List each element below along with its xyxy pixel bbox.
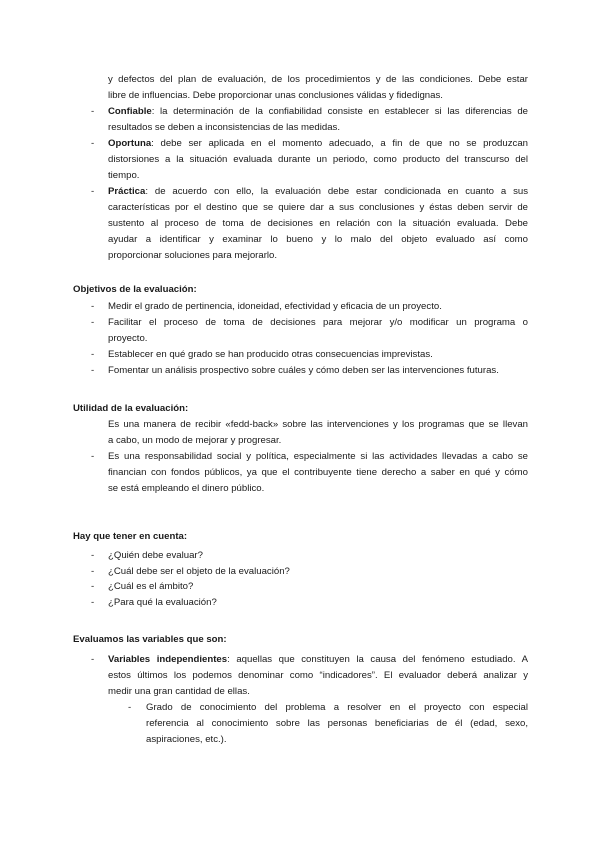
- paragraph-line: libre de influencias. Debe proporcionar unas conclusiones válidas y fidedignas.: [108, 90, 443, 101]
- list-item-line: distorsiones a la situación evaluada durante un periodo, como producto del transcurso del: [108, 154, 528, 165]
- list-item-line: Medir el grado de pertinencia, idoneidad, efectividad y eficacia de un proyecto.: [108, 301, 442, 312]
- bullet-dash: -: [91, 365, 95, 376]
- term-label: Confiable: [108, 106, 152, 117]
- term-label: Oportuna: [108, 138, 152, 149]
- bullet-dash: -: [91, 550, 95, 561]
- bullet-dash: -: [91, 186, 95, 197]
- list-item-line: tiempo.: [108, 170, 140, 181]
- list-item-line: proyecto.: [108, 333, 148, 344]
- list-item-line: ¿Para qué la evaluación?: [108, 597, 217, 608]
- bullet-dash: -: [91, 581, 95, 592]
- section-heading-utilidad: Utilidad de la evaluación:: [73, 403, 189, 414]
- list-item-line: proporcionar soluciones para mejorarlo.: [108, 250, 278, 261]
- list-item-line: ¿Cuál es el ámbito?: [108, 581, 194, 592]
- section-heading-variables: Evaluamos las variables que son:: [73, 634, 227, 645]
- bullet-dash: -: [91, 317, 95, 328]
- term-text: : debe ser aplicada en el momento adecuado, a fin de que no se produzcan: [151, 138, 528, 149]
- list-item-line: resultados se deben a inconsistencias de las medidas.: [108, 122, 340, 133]
- paragraph-line: y defectos del plan de evaluación, de los procedimientos y de las condiciones. Debe estar: [108, 74, 528, 85]
- list-item-line: [108, 186, 528, 198]
- bullet-dash: -: [91, 566, 95, 577]
- bullet-dash: -: [91, 654, 95, 665]
- list-item-line: medir una gran cantidad de ellas.: [108, 686, 250, 697]
- sub-list-item-line: Grado de conocimiento del problema a resolver en el proyecto con especial: [146, 702, 528, 713]
- list-item-line: Es una manera de recibir «fedd-back» sobre las intervenciones y los programas que se llevan: [108, 419, 528, 430]
- list-item-line: ¿Quién debe evaluar?: [108, 550, 203, 561]
- list-item-line: características por el destino que se quiere dar a sus conclusiones y éstas deben servir de: [108, 202, 528, 213]
- list-item-line: [108, 654, 528, 666]
- term-text: : la determinación de la confiabilidad consiste en establecer si las diferencias de: [151, 106, 528, 117]
- sub-list-item-line: aspiraciones, etc.).: [146, 734, 227, 745]
- term-label: Práctica: [108, 186, 146, 197]
- list-item-line: Establecer en qué grado se han producido otras consecuencias imprevistas.: [108, 349, 433, 360]
- list-item-line: ayudar a identificar y examinar lo bueno y lo malo del objeto evaluado así como: [108, 234, 528, 245]
- sub-bullet-dash: -: [128, 702, 132, 713]
- bullet-dash: -: [91, 301, 95, 312]
- list-item-line: se está empleando el dinero público.: [108, 483, 265, 494]
- list-item-line: estos últimos los podemos denominar como “indicadores”. El evaluador deberá analizar y: [108, 670, 528, 681]
- section-heading-objetivos: Objetivos de la evaluación:: [73, 284, 197, 295]
- list-item-line: [108, 138, 528, 150]
- section-heading-tener-en-cuenta: Hay que tener en cuenta:: [73, 531, 188, 542]
- list-item-line: [108, 106, 528, 118]
- bullet-dash: -: [91, 106, 95, 117]
- sub-list-item-line: referencia al conocimiento sobre las personas beneficiarias de él (edad, sexo,: [146, 718, 528, 729]
- term-text: : de acuerdo con ello, la evaluación debe estar condicionada en cuanto a sus: [145, 186, 528, 197]
- term-label: Variables independientes: [108, 654, 228, 665]
- list-item-line: ¿Cuál debe ser el objeto de la evaluación?: [108, 566, 290, 577]
- term-text: : aquellas que constituyen la causa del fenómeno estudiado. A: [227, 654, 528, 665]
- bullet-dash: -: [91, 597, 95, 608]
- list-item-line: sustento al proceso de toma de decisiones en relación con la situación evaluada. Debe: [108, 218, 528, 229]
- list-item-line: Facilitar el proceso de toma de decisiones para mejorar y/o modificar un programa o: [108, 317, 528, 328]
- bullet-dash: -: [91, 451, 95, 462]
- list-item-line: Fomentar un análisis prospectivo sobre cuáles y cómo deben ser las intervenciones futuras.: [108, 365, 499, 376]
- list-item-line: Es una responsabilidad social y política, especialmente si las actividades llevadas a cabo se: [108, 451, 528, 462]
- bullet-dash: -: [91, 349, 95, 360]
- list-item-line: a cabo, un modo de mejorar y progresar.: [108, 435, 282, 446]
- bullet-dash: -: [91, 138, 95, 149]
- list-item-line: financian con fondos públicos, ya que el contribuyente tiene derecho a saber en qué y cómo: [108, 467, 528, 478]
